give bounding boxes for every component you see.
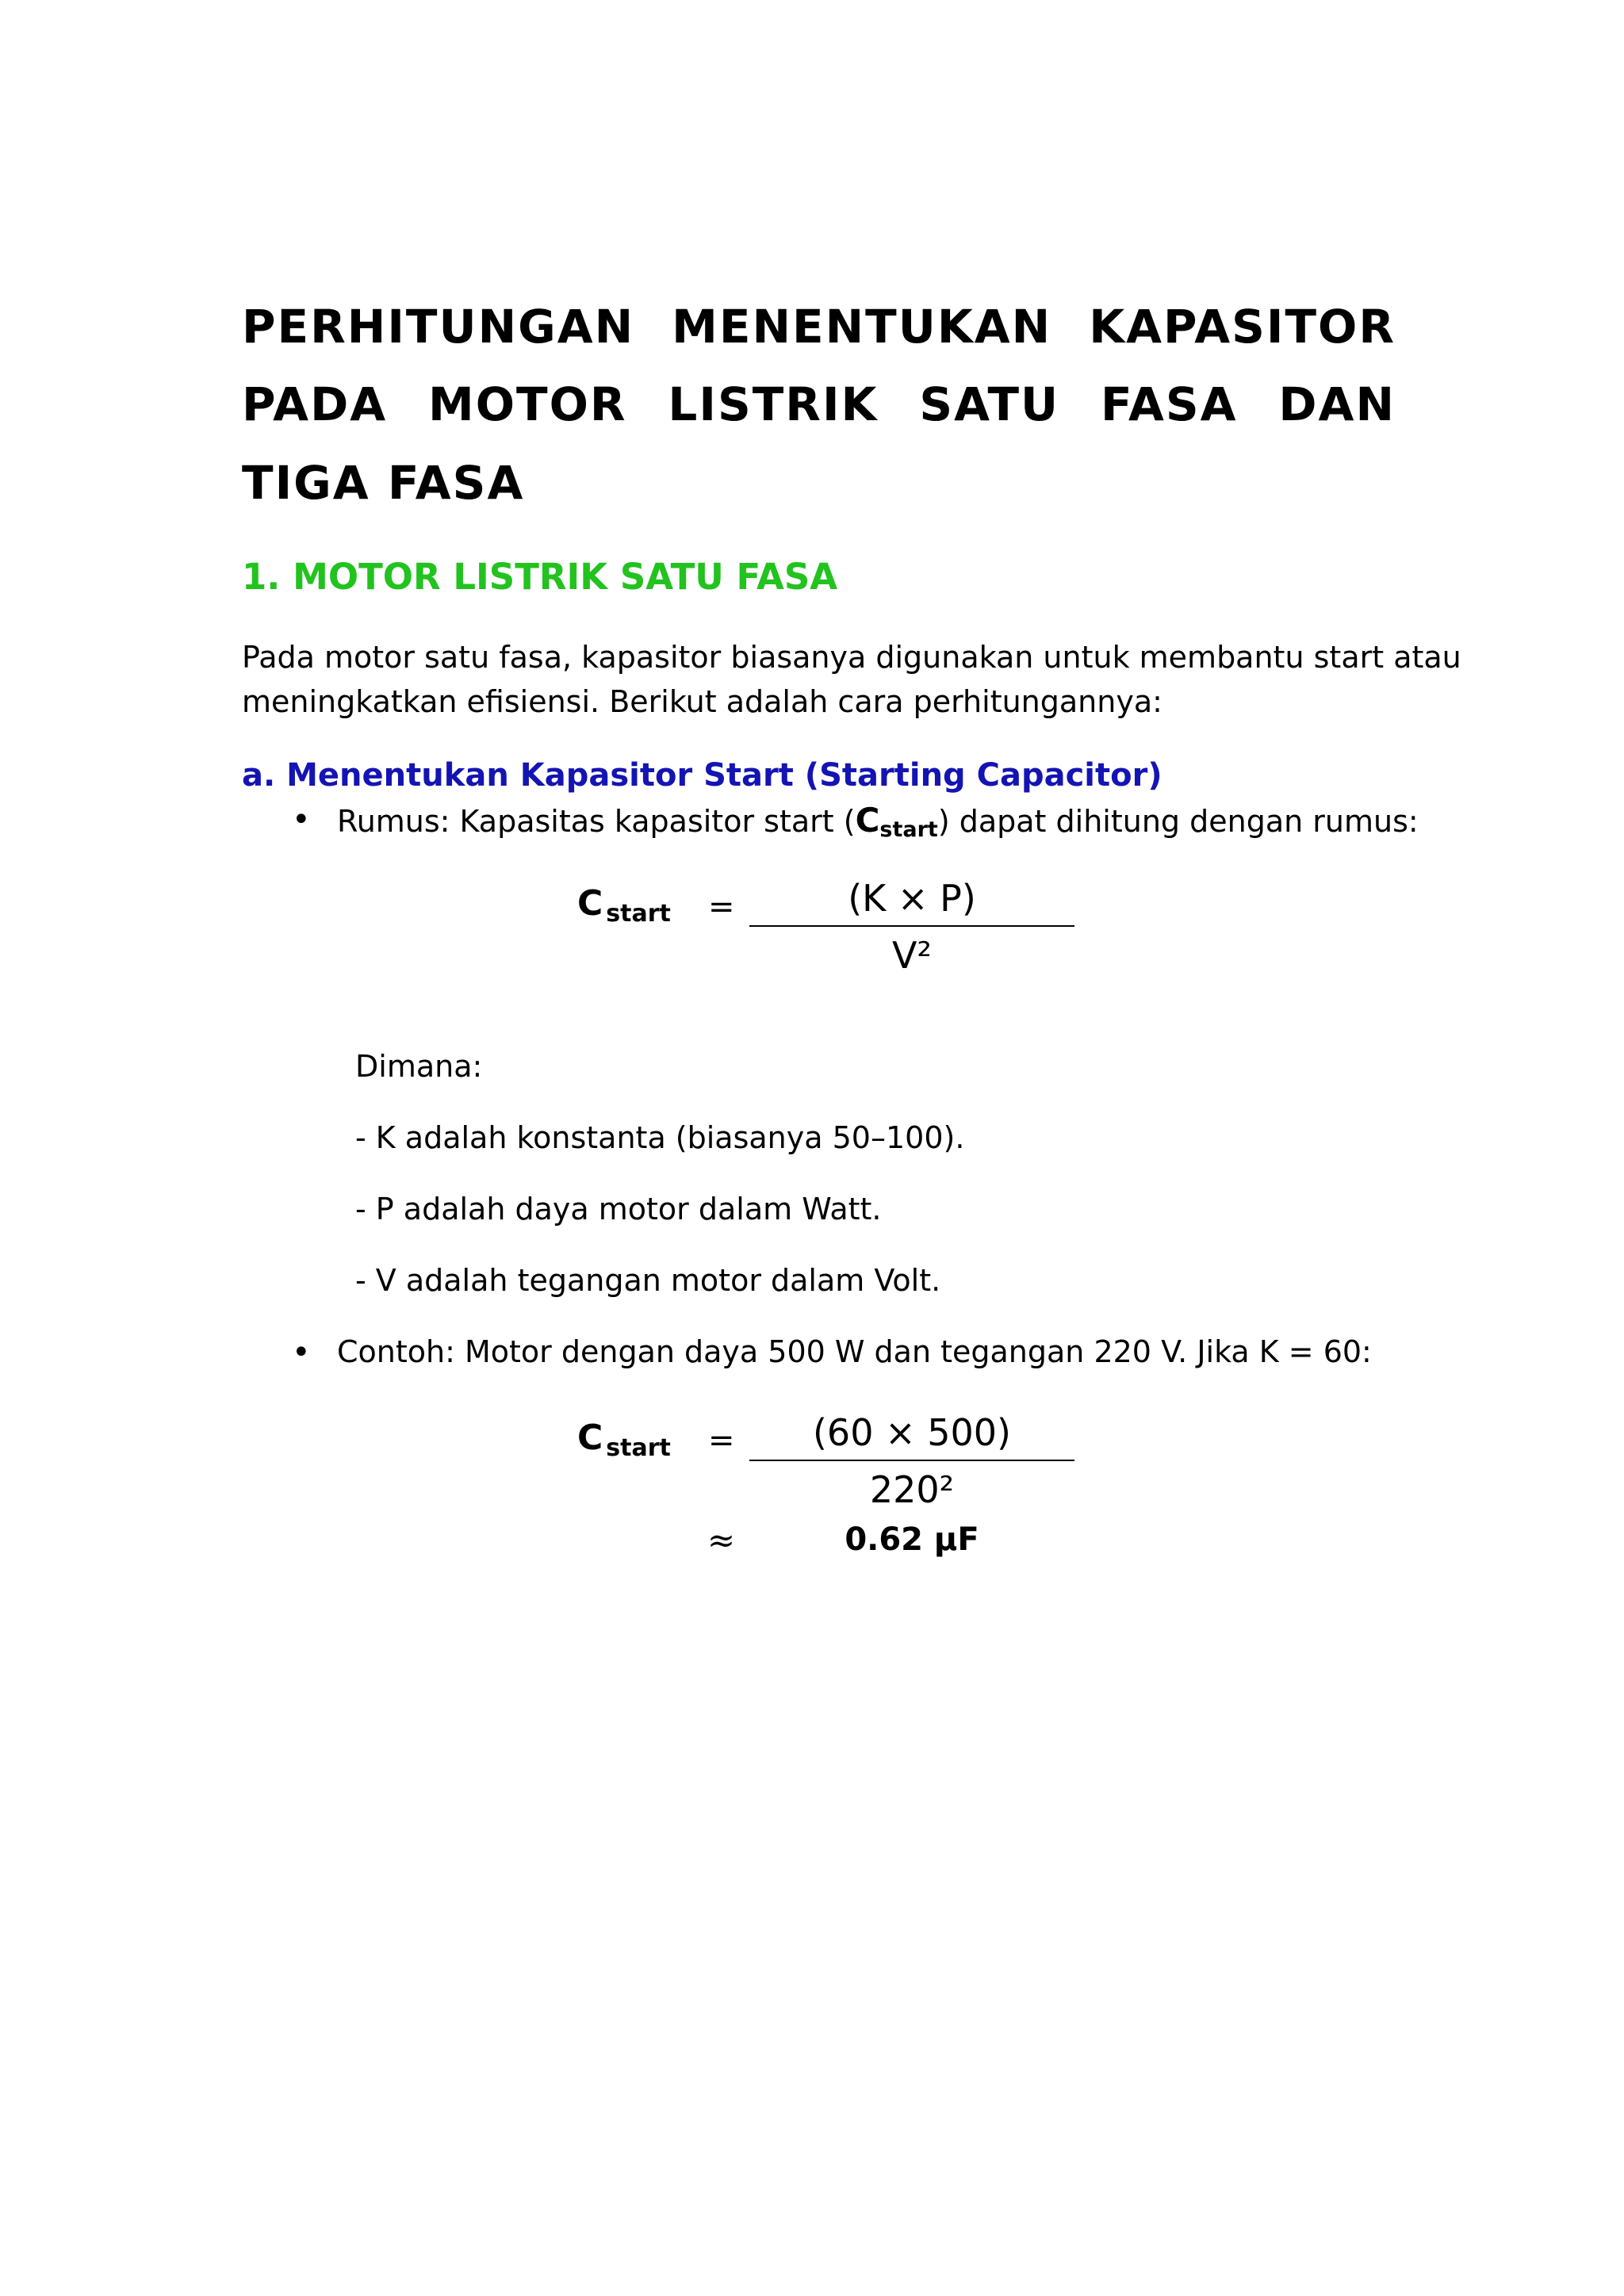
- example-formula-denominator: 220²: [869, 1468, 955, 1511]
- definition-k: - K adalah konstanta (biasanya 50–100).: [355, 1120, 965, 1155]
- example-lhs-sub: start: [606, 1434, 671, 1462]
- rumus-symbol-sub: start: [879, 817, 938, 842]
- title-line-1: PERHITUNGAN MENENTUKAN KAPASITOR: [242, 300, 1396, 354]
- example-formula-fraction-bar: [749, 1460, 1074, 1461]
- formula-denominator: V²: [892, 934, 932, 977]
- example-formula-lhs: [577, 1418, 671, 1462]
- definition-p: - P adalah daya motor dalam Watt.: [355, 1192, 882, 1226]
- example-formula-numerator: (60 × 500): [812, 1411, 1011, 1454]
- formula-numerator: (K × P): [848, 877, 976, 920]
- formula-fraction-bar: [749, 925, 1074, 927]
- formula-lhs-sub: start: [606, 900, 671, 928]
- formula-lhs-symbol: C: [577, 883, 603, 924]
- example-formula-equals: =: [708, 1422, 735, 1459]
- bullet-marker: •: [292, 1334, 311, 1371]
- dimana-label: Dimana:: [355, 1049, 483, 1084]
- intro-line-2: meningkatkan efisiensi. Berikut adalah cara perhitungannya:: [242, 684, 1162, 719]
- definition-v: - V adalah tegangan motor dalam Volt.: [355, 1263, 941, 1298]
- formula-equals: =: [708, 889, 735, 925]
- formula-lhs: [577, 883, 671, 928]
- example-lhs-symbol: C: [577, 1418, 603, 1458]
- contoh-text: Contoh: Motor dengan daya 500 W dan tegangan 220 V. Jika K = 60:: [337, 1334, 1372, 1369]
- section-heading: 1. MOTOR LISTRIK SATU FASA: [242, 556, 838, 598]
- title-line-2: PADA MOTOR LISTRIK SATU FASA DAN: [242, 377, 1396, 431]
- approx-sign: ≈: [707, 1521, 736, 1559]
- rumus-text-before: Rumus: Kapasitas kapasitor start (: [337, 804, 856, 839]
- example-result: 0.62 µF: [845, 1521, 979, 1558]
- intro-line-1: Pada motor satu fasa, kapasitor biasanya digunakan untuk membantu start atau: [242, 640, 1461, 675]
- rumus-text-after: ) dapat dihitung dengan rumus:: [937, 804, 1419, 839]
- rumus-bullet: [337, 801, 1419, 842]
- bullet-marker: •: [292, 802, 311, 838]
- title-line-3: TIGA FASA: [242, 456, 525, 510]
- rumus-symbol: C: [855, 801, 880, 840]
- subsection-heading: a. Menentukan Kapasitor Start (Starting Capacitor): [242, 757, 1162, 794]
